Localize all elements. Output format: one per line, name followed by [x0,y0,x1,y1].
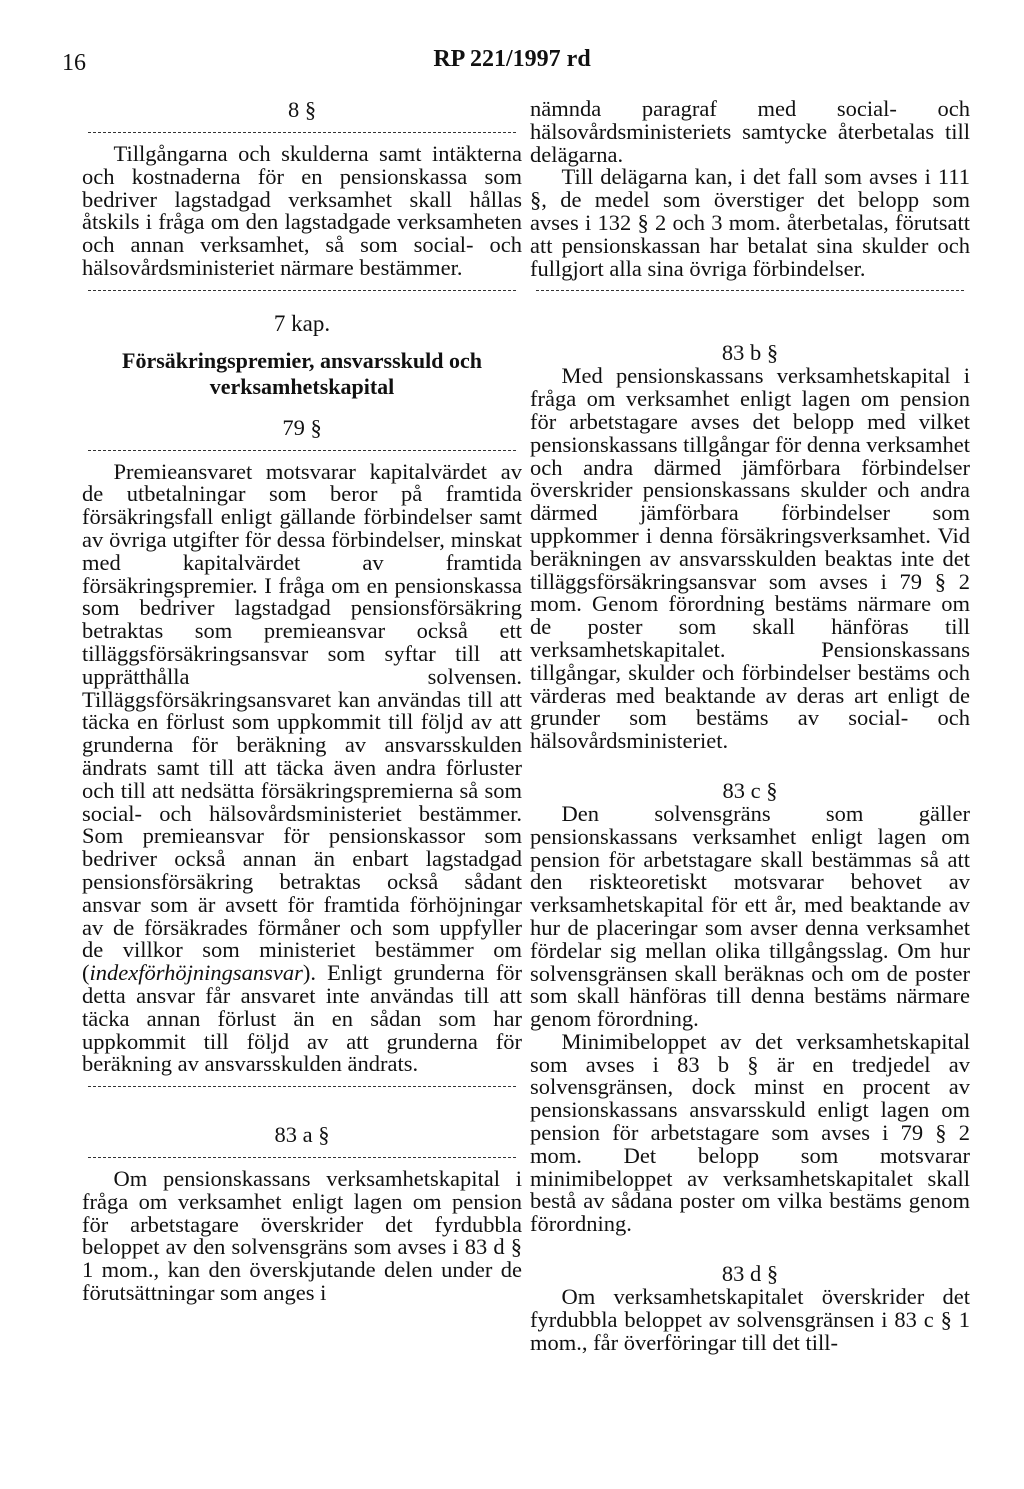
divider [536,290,964,291]
section-83a-text: Om pensionskassans verksamhetskapital i fråga om verksamhet enligt lagen om pension för arbetstagare överskrider det fyrdubbla beloppet av den solvensgräns som avses i 83 d § 1 mom., kan den överskjutande delen under de förutsättningar som anges i [82,1166,522,1306]
divider [88,1157,516,1158]
continued-text: nämnda paragraf med social- och hälsovårdsministeriets samtycke återbetalas till delägarna. [530,96,970,167]
section-83c-text-2: Minimibeloppet av det verksamhetskapital som avses i 83 b § är en tredjedel av solvensgränsen, dock minst en procent av pensionskassans ansvarsskuld enligt lagen om pension för arbetstagare som avses i 79 § 2 mom. Det belopp som motsvarar minimibeloppet av verksamhetskapitalet skall bestå av sådana poster om vilka bestäms genom förordning. [530,1028,970,1237]
chapter-number: 7 kap. [273,310,331,336]
section-8-heading: 8 § [287,97,317,122]
chapter-title: Försäkringspremier, ansvarsskuld och verksamhetskapital [122,347,482,399]
section-83c-text-1: Den solvensgräns som gäller pensionskassans verksamhet enligt lagen om pension för arbetstagare skall bestämmas så att den riskteoretiskt motsvarar behovet av verksamhetskapital för ett år, med beaktande av hur de placeringar som avser denna verksamhet fördelar sig mellan olika tillgångsslag. Om hur solvensgränsen skall beräknas och om de poster som skall hänföras till denna bestäms närmare genom förordning. [530,800,970,1032]
divider [88,290,516,291]
left-column [82,98,522,1305]
section-79-heading: 79 § [282,414,322,440]
section-83a-heading: 83 a § [274,1122,330,1148]
page-number: 16 [62,50,86,76]
section-79-text-b: ). Enligt grunderna för detta ansvar får ansvaret inte användas till att täcka annan förlust än en sådan som har uppkommit till följd av att grunderna för beräkning av ansvarsskulden ändrats. [82,960,522,1077]
continued-text-2: Till delägarna kan, i det fall som avses i 111 §, de medel som överstiger det belopp som avses i 132 § 2 och 3 mom. återbetalas, förutsatt att pensionskassan har betalat sina skulder och fullgjort alla sina övriga förbindelser. [530,164,970,281]
section-8-text: Tillgångarna och skulderna samt intäkterna och kostnaderna för en pensionskassa som bedriver lagstadgad verksamhet skall hållas åtskils i fråga om den lagstadgade verksamheten och annan verksamhet, så som social- och hälsovårdsministeriet närmare bestämmer. [82,141,522,280]
divider [88,1086,516,1087]
document-reference: RP 221/1997 rd [433,46,591,72]
section-79-text [82,458,522,1077]
divider [88,132,516,133]
section-79-italic-term: indexförhöjningsansvar [89,960,303,986]
right-column [530,98,970,1354]
section-79-text-a: Premieansvaret motsvarar kapitalvärdet av de utbetalningar som beror på framtida försäkringsfall enligt gällande förbindelser samt av övriga utgifter för dessa förbindelser, minskat med kapitalvärdet av framtida försäkringspremier. I fråga om en pensionskassa som bedriver lagstadgad pensionsförsäkring betraktas som premieansvar också ett tilläggsförsäkringsansvar som syftar till att upprätthålla solvensen. Tilläggsförsäkringsansvaret kan användas till att täcka en förlust som uppkommit till följd av att grunderna för beräkning av ansvarsskulden ändrats samt till att täcka även andra förluster och till att nedsätta försäkringspremierna så som social- och hälsovårdsministeriet bestämmer. Som premieansvar för pensionskassor som bedriver också annan än enbart lagstadgad pensionsförsäkring betraktas också sådant ansvar som är avsett för framtida förhöjningar av de försäkrades förmåner och som uppfyller de villkor som ministeriet bestämmer om ( [82,458,522,986]
section-83c-heading: 83 c § [722,777,778,803]
section-83d-text: Om verksamhetskapitalet överskrider det fyrdubbla beloppet av solvensgränsen i 83 c § 1 mom., får överföringar till det till- [530,1284,970,1355]
section-83b-heading: 83 b § [721,340,779,366]
divider [88,450,516,451]
section-83d-heading: 83 d § [721,1261,779,1287]
section-83b-text: Med pensionskassans verksamhetskapital i fråga om verksamhet enligt lagen om pension för arbetstagare avses det belopp med vilket pensionskassans tillgångar för denna verksamhet och andra därmed jämförbara förbindelser överskrider pensionskassans skulder och andra därmed jämförbara förbindelser som uppkommer i denna försäkringsverksamhet. Vid beräkningen av ansvarsskulden beaktas inte det tilläggsförsäkringsansvar som avses i 79 § 2 mom. Genom förordning bestäms närmare om de poster som skall hänföras till verksamhetskapitalet. Pensionskassans tillgångar, skulder och förbindelser bestäms och värderas med beaktande av deras art enligt de grunder som bestäms av social- och hälsovårdsministeriet. [530,363,970,754]
